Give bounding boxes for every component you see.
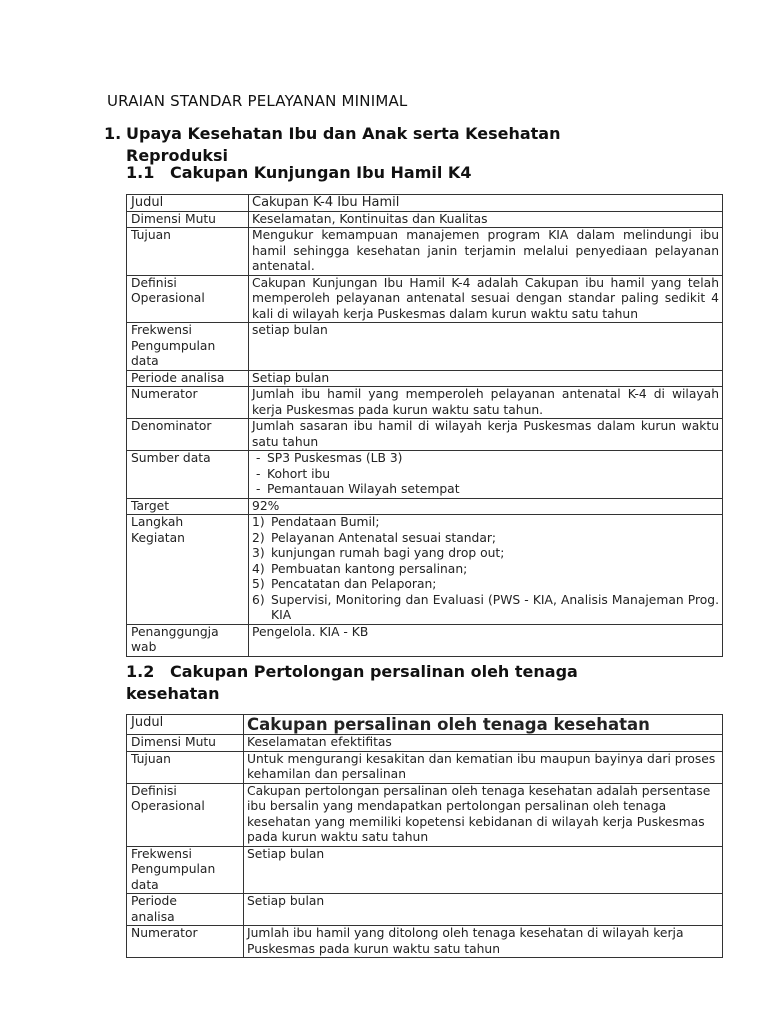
- table-row-frekwensi: [127, 846, 723, 894]
- section-1-title-line2: Reproduksi: [126, 146, 228, 165]
- list-item: 2) Pelayanan Antenatal sesuai standar;: [252, 530, 497, 545]
- table-row-sumber: [127, 451, 723, 499]
- row-value-periode: Setiap bulan: [244, 894, 723, 926]
- row-value-tujuan: Mengukur kemampuan manajemen program KIA dalam melindungi ibu hamil sehingga kesehatan janin terjamin melalui penyediaan pelayanan antenatal.: [249, 228, 723, 276]
- row-label-numerator: Numerator: [127, 387, 249, 419]
- row-label-dimensi: Dimensi Mutu: [127, 735, 244, 752]
- row-value-frekwensi: Setiap bulan: [244, 846, 723, 894]
- row-value-periode: Setiap bulan: [249, 370, 723, 387]
- row-label-frekwensi: Frekwensi Pengumpulan data: [127, 323, 249, 371]
- row-label-numerator: Numerator: [127, 926, 244, 958]
- row-value-dimensi: Keselamatan, Kontinuitas dan Kualitas: [249, 211, 723, 228]
- section-1-title-line1: Upaya Kesehatan Ibu dan Anak serta Kesehatan: [126, 124, 561, 143]
- section-1-heading: [104, 123, 561, 167]
- list-item: - SP3 Puskesmas (LB 3): [256, 451, 403, 465]
- row-label-definisi: Definisi Operasional: [127, 783, 244, 846]
- table-row-dimensi: [127, 735, 723, 752]
- table-row-frekwensi: [127, 323, 723, 371]
- section-1-number: 1.: [104, 124, 122, 143]
- row-label-tujuan: Tujuan: [127, 751, 244, 783]
- row-value-numerator: Jumlah ibu hamil yang ditolong oleh tenaga kesehatan di wilayah kerja Puskesmas pada kurun waktu satu tahun: [244, 926, 723, 958]
- list-item: - Kohort ibu: [256, 466, 331, 481]
- row-value-target: 92%: [249, 498, 723, 515]
- table-row-definisi: [127, 275, 723, 323]
- table-row-tujuan: [127, 228, 723, 276]
- row-label-periode: Periode analisa: [127, 894, 244, 926]
- row-value-definisi: Cakupan Kunjungan Ibu Hamil K-4 adalah Cakupan ibu hamil yang telah memperoleh pelayanan antenatal sesuai dengan standar paling sedikit 4 kali di wilayah kerja Puskesmas dalam kurun waktu satu tahun: [249, 275, 723, 323]
- table-row-penanggungjawab: [127, 624, 723, 656]
- row-value-judul: Cakupan K-4 Ibu Hamil: [249, 195, 723, 212]
- list-item: 3) kunjungan rumah bagi yang drop out;: [252, 546, 505, 560]
- subsection-1-2-heading: [126, 661, 578, 705]
- row-label-judul: Judul: [127, 715, 244, 735]
- table-row-numerator: [127, 926, 723, 958]
- table-row-denominator: [127, 419, 723, 451]
- subsection-1-1-heading: [126, 162, 471, 184]
- row-label-denominator: Denominator: [127, 419, 249, 451]
- row-label-judul: Judul: [127, 195, 249, 212]
- sumber-data-list: [252, 451, 719, 498]
- row-value-dimensi: Keselamatan efektifitas: [244, 735, 723, 752]
- row-value-langkah: [249, 515, 723, 625]
- table-row-definisi: [127, 783, 723, 846]
- row-label-target: Target: [127, 498, 249, 515]
- list-item: 1) Pendataan Bumil;: [252, 515, 380, 529]
- row-value-sumber: [249, 451, 723, 499]
- subsection-1-2-number: 1.2: [126, 662, 155, 681]
- list-item: 5) Pencatatan dan Pelaporan;: [252, 577, 437, 591]
- row-label-sumber: Sumber data: [127, 451, 249, 499]
- spm-table-persalinan: [126, 714, 723, 958]
- document-title: URAIAN STANDAR PELAYANAN MINIMAL: [107, 92, 408, 110]
- table-row-target: [127, 498, 723, 515]
- langkah-kegiatan-list: [252, 515, 719, 624]
- subsection-1-1-number: 1.1: [126, 163, 155, 182]
- row-value-denominator: Jumlah sasaran ibu hamil di wilayah kerja Puskesmas dalam kurun waktu satu tahun: [249, 419, 723, 451]
- table-row-periode: [127, 894, 723, 926]
- table-row-tujuan: [127, 751, 723, 783]
- row-label-penanggungjawab: Penanggungja wab: [127, 624, 249, 656]
- table-row-numerator: [127, 387, 723, 419]
- row-label-frekwensi: Frekwensi Pengumpulan data: [127, 846, 244, 894]
- row-label-dimensi: Dimensi Mutu: [127, 211, 249, 228]
- subsection-1-2-title-line2: kesehatan: [126, 684, 220, 703]
- subsection-1-1-title: Cakupan Kunjungan Ibu Hamil K4: [170, 163, 472, 182]
- table-row-dimensi: [127, 211, 723, 228]
- row-label-langkah: Langkah Kegiatan: [127, 515, 249, 625]
- table-row-judul: [127, 715, 723, 735]
- row-label-periode: Periode analisa: [127, 370, 249, 387]
- subsection-1-2-title-line1: Cakupan Pertolongan persalinan oleh tenaga: [170, 662, 578, 681]
- row-value-judul: Cakupan persalinan oleh tenaga kesehatan: [244, 715, 723, 735]
- row-value-tujuan: Untuk mengurangi kesakitan dan kematian ibu maupun bayinya dari proses kehamilan dan persalinan: [244, 751, 723, 783]
- row-label-tujuan: Tujuan: [127, 228, 249, 276]
- list-item: 4) Pembuatan kantong persalinan;: [252, 561, 468, 576]
- list-item: - Pemantauan Wilayah setempat: [256, 482, 460, 496]
- table-row-periode: [127, 370, 723, 387]
- table-row-judul: [127, 195, 723, 212]
- list-item: 6) Supervisi, Monitoring dan Evaluasi (PWS - KIA, Analisis Manajeman Prog. KIA: [252, 592, 719, 622]
- row-label-definisi: Definisi Operasional: [127, 275, 249, 323]
- row-value-definisi: Cakupan pertolongan persalinan oleh tenaga kesehatan adalah persentase ibu bersalin yang mendapatkan pertolongan persalinan oleh tenaga kesehatan yang memiliki kopetensi kebidanan di wilayah kerja Puskesmas pada kurun waktu satu tahun: [244, 783, 723, 846]
- row-value-frekwensi: setiap bulan: [249, 323, 723, 371]
- table-row-langkah: [127, 515, 723, 625]
- spm-table-k4: [126, 194, 723, 657]
- row-value-numerator: Jumlah ibu hamil yang memperoleh pelayanan antenatal K-4 di wilayah kerja Puskesmas pada kurun waktu satu tahun.: [249, 387, 723, 419]
- row-value-penanggungjawab: Pengelola. KIA - KB: [249, 624, 723, 656]
